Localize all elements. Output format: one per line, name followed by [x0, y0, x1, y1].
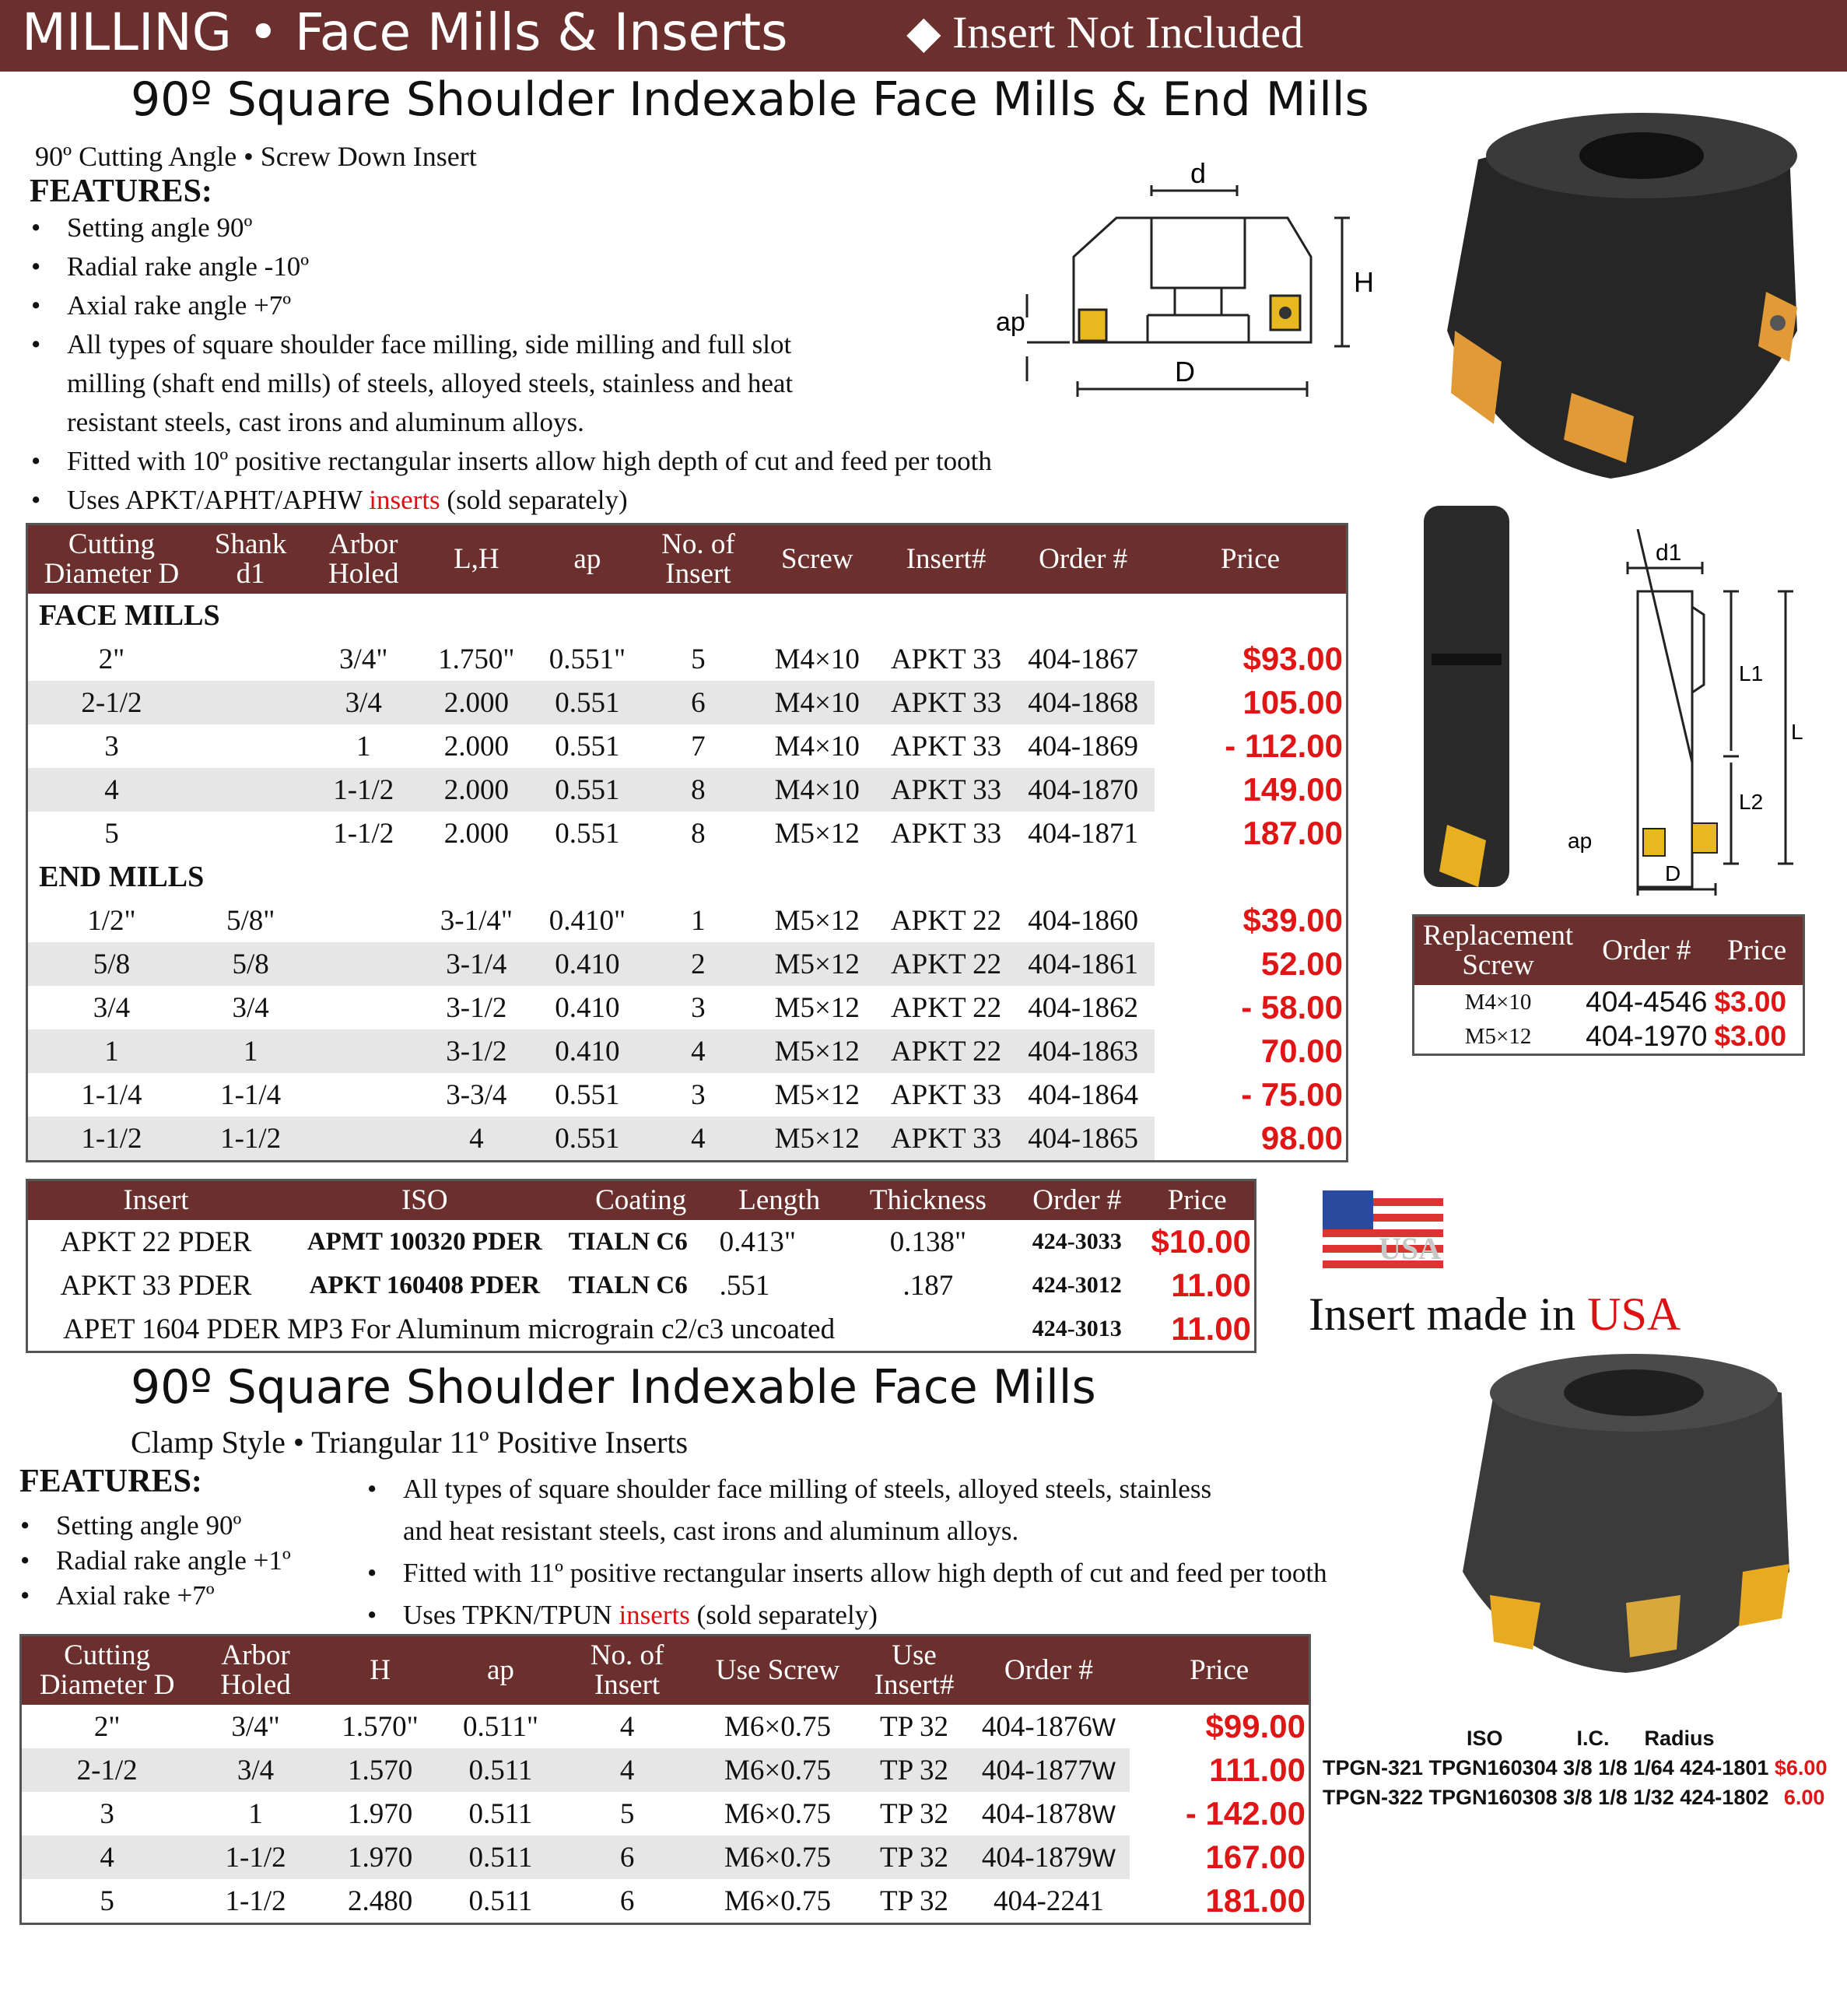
- table-cell: 4: [643, 1117, 754, 1162]
- table-cell: 8: [691, 817, 706, 850]
- table-row: APET 1604 PDER MP3 For Aluminum micrograin c2/c3 uncoated 424-3013 11.00: [63, 1310, 1251, 1347]
- table-cell: 1-1/2: [192, 1835, 319, 1879]
- table-cell: 1-1/2: [27, 1117, 195, 1162]
- table-cell: [306, 1029, 421, 1073]
- table-cell: 5: [100, 1885, 114, 1917]
- table-row: [27, 899, 1348, 942]
- header-banner: [0, 0, 1847, 72]
- face-mill-photo: [1432, 97, 1836, 502]
- table-cell: 1: [27, 1029, 195, 1073]
- table-row: [27, 637, 1348, 681]
- table-cell: 6: [643, 681, 754, 724]
- col-header: Price: [1130, 1636, 1309, 1706]
- table-cell: 0.410: [532, 1029, 643, 1073]
- table-cell: 3-1/2: [446, 991, 507, 1024]
- table-cell: 404-1861: [1011, 942, 1155, 986]
- col-header: Insert#: [881, 524, 1011, 594]
- col-header: ISO: [284, 1180, 566, 1221]
- feature-item: • Setting angle 90º: [17, 1508, 344, 1543]
- table-row: [27, 768, 1348, 812]
- table-cell: 0.551: [555, 817, 620, 850]
- table-cell: TP 32: [861, 1835, 968, 1879]
- table-cell: 404-1869: [1028, 730, 1139, 763]
- feature-item: • Radial rake angle -10º: [28, 247, 1102, 286]
- table-cell: 0.511: [441, 1748, 559, 1792]
- table-row: [27, 681, 1348, 724]
- usa-note: Insert made in USA: [1309, 1288, 1681, 1340]
- order-cell: 404-2241: [994, 1885, 1104, 1917]
- table-cell: 181.00: [1205, 1882, 1306, 1919]
- table-cell: M5×12: [774, 904, 860, 937]
- table-cell: 404-1868: [1011, 681, 1155, 724]
- table-cell: 404-1870: [1011, 768, 1155, 812]
- features2-left-list: [17, 1508, 344, 1613]
- end-mill-diagram: [1556, 529, 1805, 903]
- table-cell: 0.511": [462, 1710, 538, 1743]
- col-header: No. of Insert: [560, 1636, 695, 1706]
- table-cell: M6×0.75: [724, 1797, 832, 1830]
- col-header: Order #: [1014, 1180, 1140, 1221]
- table-cell: APKT 33: [890, 1078, 1002, 1111]
- table-cell: 1.570: [319, 1748, 441, 1792]
- table-cell: [195, 681, 307, 724]
- table-row: [21, 1792, 1310, 1835]
- table-cell: M5×12: [754, 942, 881, 986]
- col-header: Cutting Diameter D: [27, 524, 195, 594]
- col-header: Coating: [566, 1180, 717, 1221]
- table-cell: 404-1864: [1028, 1078, 1139, 1111]
- dim-ap2: ap: [1568, 829, 1593, 853]
- table-cell: 149.00: [1242, 771, 1343, 808]
- order-cell: 404-1878W: [981, 1797, 1116, 1830]
- section1-subtitle: 90º Cutting Angle • Screw Down Insert: [35, 141, 477, 172]
- features2-heading: FEATURES:: [19, 1464, 202, 1499]
- table-row: [21, 1705, 1310, 1748]
- col-header: Use Insert#: [861, 1636, 968, 1706]
- feature-item: • All types of square shoulder face milling, side milling and full slot milling (shaft end mills) of steels, alloyed steels, stainless and heat resistant steels, cast irons and aluminum alloys.: [28, 325, 876, 442]
- order-cell: 404-1879W: [967, 1835, 1130, 1879]
- table-cell: 404-1860: [1028, 904, 1139, 937]
- table-cell: 3/4": [231, 1710, 280, 1743]
- table-cell: M6×0.75: [724, 1885, 832, 1917]
- col-header: Thickness: [843, 1180, 1014, 1221]
- section2-title: 90º Square Shoulder Indexable Face Mills: [131, 1360, 1096, 1415]
- features2-right-list: [364, 1468, 1422, 1636]
- table-cell: 2.000: [421, 768, 532, 812]
- table-cell: M4×10: [754, 681, 881, 724]
- table-cell: 404-1865: [1011, 1117, 1155, 1162]
- table-cell: 3-1/2: [421, 1029, 532, 1073]
- section-label: END MILLS: [39, 861, 205, 893]
- table-cell: APKT 22: [890, 904, 1002, 937]
- table-cell: 3: [691, 1078, 706, 1111]
- col-header: Price: [1155, 524, 1347, 594]
- table-cell: 52.00: [1260, 945, 1343, 982]
- table-cell: 0.551": [548, 643, 626, 675]
- order-cell: 404-1877W: [967, 1748, 1130, 1792]
- dim-l2: L2: [1739, 790, 1764, 814]
- features-list: [28, 209, 1102, 520]
- table-cell: 4: [619, 1710, 635, 1743]
- section-row: [27, 855, 1348, 899]
- table-cell: 0.410: [532, 942, 643, 986]
- table-cell: 3-1/4: [421, 942, 532, 986]
- table-cell: TP 32: [861, 1748, 968, 1792]
- table-row: [27, 1029, 1348, 1073]
- table-cell: [195, 637, 307, 681]
- table-cell: 1.750": [438, 643, 515, 675]
- table-cell: M5×12: [754, 1117, 881, 1162]
- table-cell: 1-1/2: [333, 817, 394, 850]
- dim-h: H: [1354, 266, 1374, 298]
- col-header: ap: [441, 1636, 559, 1706]
- table-cell: 5: [619, 1797, 635, 1830]
- table-cell: 2": [93, 1710, 121, 1743]
- usa-flag-icon: [1323, 1190, 1443, 1276]
- face-end-mills-table: [26, 523, 1348, 1162]
- table-cell: 0.551: [532, 1117, 643, 1162]
- table-cell: [306, 1073, 421, 1117]
- table-cell: 4: [643, 1029, 754, 1073]
- col-header: Length: [717, 1180, 843, 1221]
- feature-item: • Uses APKT/APHT/APHW inserts (sold separately): [28, 481, 1102, 520]
- col-header: Arbor Holed: [192, 1636, 319, 1706]
- table-cell: 0.551: [555, 730, 620, 763]
- dim-ap: ap: [996, 307, 1025, 337]
- tpgn-header: ISO I.C. Radius: [1467, 1727, 1715, 1750]
- table-cell: 5: [104, 817, 119, 850]
- col-header: ap: [532, 524, 643, 594]
- table-cell: APKT 33: [881, 768, 1011, 812]
- table-cell: 3/4: [93, 991, 131, 1024]
- table-cell: 1: [691, 904, 706, 937]
- table-cell: 0.551: [532, 681, 643, 724]
- col-header: Price: [1140, 1180, 1255, 1221]
- table-cell: 2.000: [443, 817, 509, 850]
- table-cell: [306, 986, 421, 1029]
- col-header: No. of Insert: [643, 524, 754, 594]
- table-cell: M4×10: [774, 643, 860, 675]
- table-cell: APKT 33: [890, 643, 1002, 675]
- table-cell: M5×12: [774, 1078, 860, 1111]
- table-row: [27, 1117, 1348, 1162]
- table-cell: APKT 33: [890, 730, 1002, 763]
- dim-l1: L1: [1739, 661, 1764, 685]
- table-cell: 2.000: [421, 681, 532, 724]
- table-cell: APKT 22: [881, 1029, 1011, 1073]
- table-cell: 0.511: [468, 1885, 533, 1917]
- dim-D: D: [1175, 356, 1195, 387]
- table-cell: 4: [21, 1835, 193, 1879]
- col-header: Cutting Diameter D: [21, 1636, 193, 1706]
- table-row: APKT 33 PDER APKT 160408 PDER TIALN C6 .551 .187 424-3012 11.00: [60, 1267, 1251, 1303]
- table-cell: 2": [98, 643, 125, 675]
- table-row: [21, 1879, 1310, 1924]
- table-cell: 98.00: [1260, 1120, 1343, 1156]
- table-cell: 3/4": [339, 643, 388, 675]
- dim-D2: D: [1665, 861, 1681, 885]
- table-cell: 404-1862: [1028, 991, 1139, 1024]
- table-cell: TP 32: [879, 1797, 949, 1830]
- table-cell: 3-3/4: [446, 1078, 507, 1111]
- table-cell: 1: [248, 1797, 263, 1830]
- table-row: APKT 22 PDER APMT 100320 PDER TIALN C6 0.413" 0.138" 424-3033 $10.00: [60, 1223, 1251, 1260]
- table-cell: M5×12: [774, 991, 860, 1024]
- table-cell: M5×12: [774, 817, 860, 850]
- table-cell: M6×0.75: [695, 1748, 861, 1792]
- table-cell: 187.00: [1242, 815, 1343, 851]
- table-cell: 5/8: [195, 942, 307, 986]
- table-row: M5×12 404-1970 $3.00: [1464, 1020, 1787, 1052]
- table-row: [27, 942, 1348, 986]
- table-header-row: [27, 524, 1348, 594]
- table-cell: - 142.00: [1185, 1795, 1306, 1832]
- table-cell: APKT 33: [881, 1117, 1011, 1162]
- table-cell: 2.000: [443, 730, 509, 763]
- table-row: [21, 1835, 1310, 1879]
- table-cell: TP 32: [879, 1885, 949, 1917]
- table-row: M4×10 404-4546 $3.00: [1464, 986, 1787, 1018]
- col-header: H: [319, 1636, 441, 1706]
- col-header: L,H: [421, 524, 532, 594]
- table-cell: 2-1/2: [21, 1748, 193, 1792]
- feature-item: • Radial rake angle +1º: [17, 1543, 344, 1578]
- table-cell: 0.551: [555, 1078, 620, 1111]
- col-header: Arbor Holed: [306, 524, 421, 594]
- features-heading: FEATURES:: [30, 174, 212, 209]
- section2-subtitle: Clamp Style • Triangular 11º Positive Inserts: [131, 1425, 689, 1460]
- table-cell: 404-1867: [1028, 643, 1139, 675]
- dim-d1: d1: [1656, 540, 1682, 566]
- table-cell: 3: [691, 991, 706, 1024]
- table-cell: 1.570": [342, 1710, 419, 1743]
- table-cell: 404-1871: [1028, 817, 1139, 850]
- replacement-screw-table: [1412, 914, 1805, 1056]
- table-cell: [306, 1117, 421, 1162]
- inserts-link[interactable]: inserts: [619, 1600, 690, 1630]
- table-cell: 1-1/4: [220, 1078, 282, 1111]
- table-row: [27, 986, 1348, 1029]
- table-cell: 4: [27, 768, 195, 812]
- table-cell: M4×10: [774, 730, 860, 763]
- feature-item: • Fitted with 11º positive rectangular inserts allow high depth of cut and feed per tooth: [364, 1552, 1422, 1594]
- table-cell: APKT 33: [881, 681, 1011, 724]
- inserts-link[interactable]: inserts: [369, 485, 440, 515]
- table-cell: APKT 22: [890, 991, 1002, 1024]
- table-cell: 1-1/4: [81, 1078, 142, 1111]
- dim-l: L: [1791, 720, 1803, 744]
- table-cell: M6×0.75: [724, 1710, 832, 1743]
- end-mill-photo: [1400, 498, 1540, 903]
- table-cell: M5×12: [754, 1029, 881, 1073]
- table-cell: 1.970: [319, 1835, 441, 1879]
- table-row: [27, 1073, 1348, 1117]
- table-cell: 3/4: [306, 681, 421, 724]
- table-cell: 0.511: [468, 1797, 533, 1830]
- table-cell: APKT 22: [881, 942, 1011, 986]
- header-note: ◆ Insert Not Included: [906, 7, 1304, 58]
- table-cell: 3/4: [192, 1748, 319, 1792]
- table-cell: $99.00: [1205, 1708, 1306, 1744]
- table-cell: M6×0.75: [695, 1835, 861, 1879]
- table-cell: 404-1863: [1011, 1029, 1155, 1073]
- table-cell: 7: [691, 730, 706, 763]
- clamp-face-mill-photo: [1447, 1338, 1813, 1688]
- table-cell: 1-1/2: [225, 1885, 286, 1917]
- table-cell: 1/2": [87, 904, 136, 937]
- col-header: Screw: [754, 524, 881, 594]
- section-label: FACE MILLS: [39, 599, 220, 632]
- table-cell: 8: [643, 768, 754, 812]
- feature-item: • Axial rake angle +7º: [28, 286, 1102, 325]
- table-cell: [306, 942, 421, 986]
- table-cell: 6: [560, 1835, 695, 1879]
- feature-item: • Axial rake +7º: [17, 1578, 344, 1613]
- table-cell: 5/8: [27, 942, 195, 986]
- dim-d: d: [1190, 157, 1207, 189]
- col-header: Replacement Screw: [1414, 916, 1582, 986]
- table-cell: 3/4: [232, 991, 269, 1024]
- table-cell: [195, 724, 307, 768]
- table-cell: 5/8": [226, 904, 275, 937]
- table-cell: 4: [560, 1748, 695, 1792]
- table-cell: 3: [104, 730, 119, 763]
- table-cell: 0.410": [548, 904, 626, 937]
- face-mill-diagram: [984, 156, 1389, 420]
- table-cell: 1: [356, 730, 371, 763]
- table-cell: 1: [195, 1029, 307, 1073]
- table-cell: [195, 768, 307, 812]
- table-cell: 0.410: [555, 991, 620, 1024]
- header-title: MILLING • Face Mills & Inserts: [22, 2, 788, 62]
- table-cell: $93.00: [1242, 640, 1343, 677]
- table-cell: 2.480: [347, 1885, 413, 1917]
- tpgn-row: TPGN-322 TPGN160308 3/8 1/8 1/32 424-1802 6.00: [1323, 1786, 1825, 1809]
- col-header: Use Screw: [695, 1636, 861, 1706]
- table-cell: 3-1/4": [440, 904, 513, 937]
- col-header: Insert: [27, 1180, 284, 1221]
- col-header: Order #: [967, 1636, 1130, 1706]
- table-cell: $39.00: [1242, 902, 1343, 938]
- table-cell: 70.00: [1260, 1033, 1343, 1069]
- feature-item: • Setting angle 90º: [28, 209, 1102, 247]
- order-cell: 404-1876W: [981, 1710, 1116, 1743]
- table-cell: M4×10: [754, 768, 881, 812]
- table-cell: - 112.00: [1225, 728, 1343, 764]
- feature-item: • All types of square shoulder face milling of steels, alloyed steels, stainless and heat resistant steels, cast irons and aluminum alloys.: [364, 1468, 1212, 1552]
- tpgn-row: TPGN-321 TPGN160304 3/8 1/8 1/64 424-1801 $6.00: [1323, 1756, 1828, 1779]
- section-row: [27, 594, 1348, 637]
- table-cell: 5: [691, 643, 706, 675]
- table-cell: 2: [643, 942, 754, 986]
- table-cell: - 58.00: [1241, 989, 1343, 1026]
- insert-table: [26, 1179, 1256, 1353]
- table-cell: 167.00: [1205, 1839, 1306, 1875]
- col-header: Order #: [1011, 524, 1155, 594]
- table-row: [27, 724, 1348, 768]
- table-cell: [306, 899, 421, 942]
- section1-title: 90º Square Shoulder Indexable Face Mills & End Mills: [131, 72, 1369, 127]
- col-header: Shank d1: [195, 524, 307, 594]
- table-cell: 1-1/2: [306, 768, 421, 812]
- table-cell: 111.00: [1209, 1751, 1306, 1788]
- table-cell: 105.00: [1242, 684, 1343, 721]
- table-cell: 4: [421, 1117, 532, 1162]
- feature-item: • Uses TPKN/TPUN inserts (sold separately): [364, 1594, 1422, 1636]
- table-cell: 2-1/2: [27, 681, 195, 724]
- col-header: Order #: [1582, 916, 1711, 986]
- table-cell: 1.970: [347, 1797, 413, 1830]
- col-header: Price: [1711, 916, 1803, 986]
- flag-text: USA: [1379, 1231, 1442, 1266]
- tpgn-inserts-block: [1323, 1723, 1844, 1812]
- table-row: [27, 812, 1348, 855]
- table-cell: 3: [100, 1797, 114, 1830]
- table-row: [21, 1748, 1310, 1792]
- table-cell: 6: [619, 1885, 635, 1917]
- clamp-face-mills-table: [19, 1634, 1311, 1925]
- table-cell: [195, 812, 307, 855]
- table-cell: TP 32: [879, 1710, 949, 1743]
- table-cell: - 75.00: [1241, 1076, 1343, 1113]
- table-cell: 0.551: [532, 768, 643, 812]
- table-cell: 1-1/2: [195, 1117, 307, 1162]
- table-cell: 0.511: [441, 1835, 559, 1879]
- feature-item: • Fitted with 10º positive rectangular inserts allow high depth of cut and feed per tooth: [28, 442, 1102, 481]
- table-cell: APKT 33: [890, 817, 1002, 850]
